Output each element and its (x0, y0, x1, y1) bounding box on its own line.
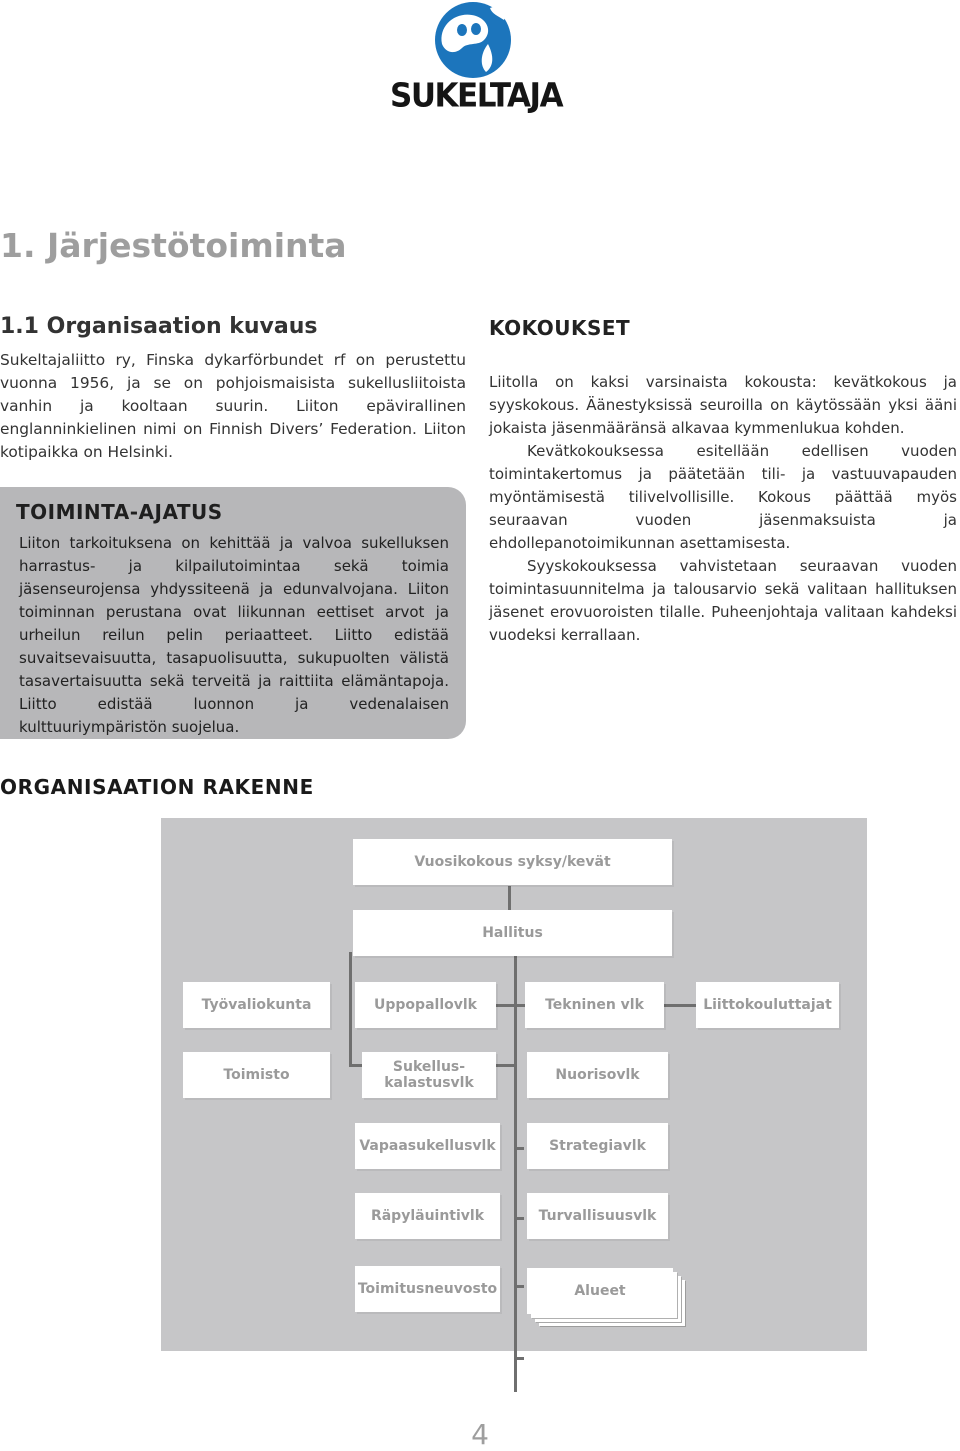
connector-line (514, 1147, 524, 1150)
org-node-alueet: Alueet (527, 1268, 673, 1314)
connector-line (514, 1357, 524, 1360)
org-node-strategia: Strategiavlk (527, 1123, 668, 1169)
org-node-vuosikokous: Vuosikokous syksy/kevät (353, 839, 672, 885)
page-title: 1. Järjestötoiminta (0, 226, 347, 265)
org-chart-title: ORGANISAATION RAKENNE (0, 775, 314, 799)
kokoukset-title: KOKOUKSET (489, 316, 631, 340)
org-node-toimisto: Toimisto (183, 1052, 330, 1098)
toiminta-ajatus-text: Liiton tarkoituksena on kehittää ja valvoa sukelluksen harrastus- ja kilpailutoimintaa sekä toimia jäsenseurojensa yhdyssiteenä ja edunvalvojana. Liiton toiminnan perustana ovat liikunnan eettiset arvot ja urheilun reilun pelin periaatteet. Liitto edistää suvaitsevaisuutta, tasapuolisuutta, sukupuolten välistä tasavertaisuutta sekä terveitä ja raittiita elämäntapoja. Liitto edistää luonnon ja vedenalaisen kulttuuriympäristön suojelua. (19, 534, 449, 736)
org-node-hallitus: Hallitus (353, 910, 672, 956)
kokoukset-text (489, 371, 957, 647)
connector-line (349, 952, 352, 1066)
kokoukset-paragraph-3: Syyskokouksessa vahvistetaan seuraavan vuoden toimintasuunnitelma ja talousarvio sekä valitaan hallituksen jäsenet erovuoroisten tilalle. Puheenjohtaja valitaan kahdeksi vuodeksi kerrallaan. (489, 557, 957, 644)
org-node-tyovaliokunta: Työvaliokunta (183, 982, 330, 1028)
connector-line (514, 1285, 524, 1288)
kokoukset-paragraph-1: Liitolla on kaksi varsinaista kokousta: kevätkokous ja syyskokous. Äänestyksissä seuroilla on käytössään yksi ääni jokaista jäsenmääränsä alkavaa kymmenlukua kohden. (489, 373, 957, 437)
org-node-tekninen: Tekninen vlk (525, 982, 664, 1028)
section-title: 1.1 Organisaation kuvaus (0, 314, 318, 339)
org-node-toimitusneuvosto: Toimitusneuvosto (355, 1266, 500, 1312)
org-node-rapylaointi: Räpyläuintivlk (355, 1193, 500, 1239)
org-node-liittokouluttajat: Liittokouluttajat (696, 982, 839, 1028)
org-node-turvallisuus: Turvallisuusvlk (527, 1193, 668, 1239)
connector-line (514, 1217, 524, 1220)
org-node-uppopallo: Uppopallovlk (355, 982, 496, 1028)
connector-line (514, 952, 517, 1392)
logo-wordmark: SUKELTAJA (390, 77, 563, 115)
page-number: 4 (471, 1418, 489, 1451)
toiminta-ajatus-title: TOIMINTA-AJATUS (16, 500, 223, 524)
intro-paragraph: Sukeltajaliitto ry, Finska dykarförbundet rf on perustettu vuonna 1956, ja se on pohjoismaisista sukellusliitoista vanhin ja kooltaan suurin. Liiton epävirallinen englanninkielinen nimi on Finnish Divers’ Federation. Liiton kotipaikka on Helsinki. (0, 351, 466, 461)
org-node-sukelluskalastus: Sukellus- kalastusvlk (362, 1052, 496, 1098)
kokoukset-paragraph-2: Kevätkokouksessa esitellään edellisen vuoden toimintakertomus ja päätetään tili- ja vastuuvapauden myöntämisestä tilivelvollisille. Kokous päättää myös seuraavan vuoden jäsenmaksuista ja ehdollepanotoimikunnan asettamisesta. (489, 442, 957, 552)
org-node-nuoriso: Nuorisovlk (527, 1052, 668, 1098)
sukeltaja-logo-mark (428, 0, 518, 84)
org-node-vapaasukellus: Vapaasukellusvlk (355, 1123, 500, 1169)
